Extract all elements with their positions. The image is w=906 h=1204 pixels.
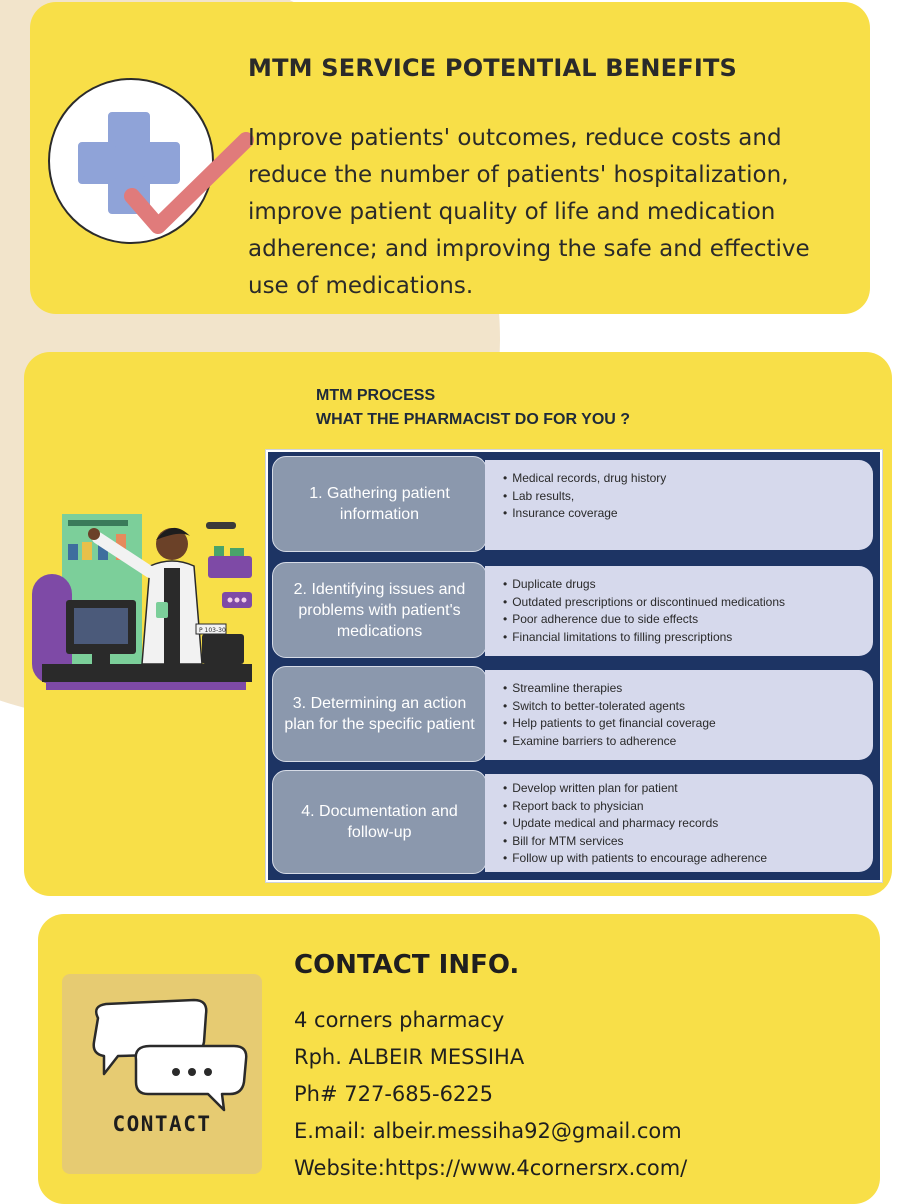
detail-item: • Outdated prescriptions or discontinued medications [503,594,863,612]
detail-item: • Duplicate drugs [503,576,863,594]
benefits-text: Improve patients' outcomes, reduce costs and reduce the number of patients' hospitalization, improve patient quality of life and medication adherence; and improving the safe and effective use of medications. [248,125,810,299]
detail-item: • Financial limitations to filling prescriptions [503,629,863,647]
detail-item: • Develop written plan for patient [503,780,863,798]
process-card [24,352,892,896]
process-step-label: 3. Determining an action plan for the specific patient [272,666,487,762]
contact-icon-label: CONTACT [112,1112,212,1136]
benefits-card [30,2,870,314]
pharmacist-name: Rph. ALBEIR MESSIHA [294,1045,525,1069]
detail-item: • Poor adherence due to side effects [503,611,863,629]
process-step-details [485,670,873,760]
email-address: E.mail: albeir.messiha92@gmail.com [294,1119,682,1143]
process-title-line2: WHAT THE PHARMACIST DO FOR YOU ? [316,411,631,428]
detail-item: • Examine barriers to adherence [503,733,863,751]
detail-item: • Streamline therapies [503,680,863,698]
phone-number: Ph# 727-685-6225 [294,1082,494,1106]
contact-card [38,914,880,1204]
detail-item: • Follow up with patients to encourage adherence [503,850,863,868]
contact-tile [62,974,262,1174]
process-step-details [485,460,873,550]
detail-item: • Update medical and pharmacy records [503,815,863,833]
process-step-details [485,566,873,656]
contact-details [294,1002,687,1187]
detail-item: • Help patients to get financial coverage [503,715,863,733]
contact-title: CONTACT INFO. [294,950,520,980]
process-row [272,456,874,552]
detail-item: • Lab results, [503,488,863,506]
website-url: Website:https://www.4cornersrx.com/ [294,1156,688,1180]
process-step-details [485,774,873,872]
process-step-label: 4. Documentation and follow-up [272,770,487,874]
process-step-label: 1. Gathering patient information [272,456,487,552]
process-title [316,384,630,432]
process-table [266,450,882,882]
medical-check-icon [48,78,214,244]
illustration-price-tag: P 103-30 [199,627,226,634]
process-row [272,562,874,658]
process-row [272,770,874,874]
chat-bubbles-icon [62,974,262,1114]
process-title-line1: MTM PROCESS [316,387,436,404]
process-row [272,666,874,762]
detail-item: • Bill for MTM services [503,833,863,851]
detail-item: • Medical records, drug history [503,470,863,488]
detail-item: • Switch to better-tolerated agents [503,698,863,716]
benefits-title: MTM SERVICE POTENTIAL BENEFITS [248,54,738,82]
detail-item: • Insurance coverage [503,505,863,523]
pharmacy-name: 4 corners pharmacy [294,1008,505,1032]
process-step-label: 2. Identifying issues and problems with patient's medications [272,562,487,658]
detail-item: • Report back to physician [503,798,863,816]
pharmacist-illustration [32,504,258,698]
